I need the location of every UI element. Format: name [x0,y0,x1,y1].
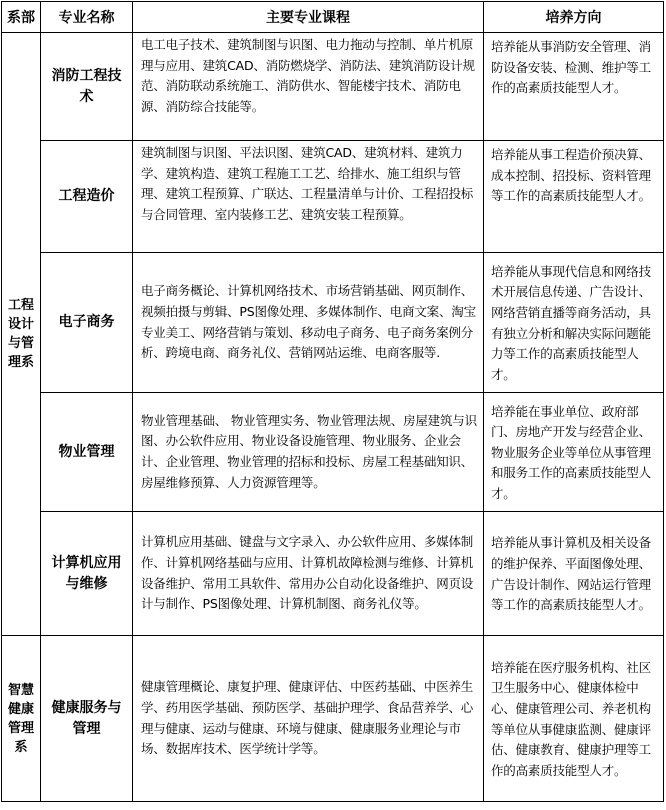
table-row [2,141,664,253]
curriculum-table [1,1,664,802]
table-row [2,33,664,141]
table-row [2,512,664,636]
major-name: 健康服务与管理 [41,636,133,802]
major-direction: 培养能从事消防安全管理、消防设备安装、检测、维护等工作的高素质技能型人才。 [484,33,664,141]
major-direction: 培养能从事工程造价预决算、成本控制、招投标、资料管理等工作的高素质技能型人才。 [484,141,664,253]
major-courses: 电子商务概论、计算机网络技术、市场营销基础、网页制作、视频拍摄与剪辑、PS图像处理、多媒体制作、电商文案、淘宝专业美工、网络营销与策划、移动电子商务、电子商务案例分析、跨境电商、商务礼仪、营销网站运维、电商客服等. [133,253,484,393]
major-name: 消防工程技术 [41,33,133,141]
dept-cell: 智慧健康管理系 [2,636,41,802]
header-major: 专业名称 [41,2,133,33]
major-courses: 电工电子技术、建筑制图与识图、电力拖动与控制、单片机原理与应用、建筑CAD、消防燃烧学、消防法、建筑消防设计规范、消防联动系统施工、消防供水、智能楼宇技术、消防电源、消防综合技能等。 [133,33,484,141]
major-direction: 培养能从事计算机及相关设备的维护保养、平面图像处理、广告设计制作、网站运行管理等工作的高素质技能型人才。 [484,512,664,636]
major-direction: 培养能在医疗服务机构、社区卫生服务中心、健康体检中心、健康管理公司、养老机构等单位从事健康监测、健康评估、健康教育、健康护理等工作的高素质技能型人才。 [484,636,664,802]
table-row [2,253,664,393]
major-courses: 物业管理基础、 物业管理实务、物业管理法规、房屋建筑与识图、办公软件应用、物业设备设施管理、物业服务、企业会计、企业管理、物业管理的招标和投标、房屋工程基础知识、房屋维修预算、人力资源管理等。 [133,393,484,512]
major-courses: 建筑制图与识图、平法识图、建筑CAD、建筑材料、建筑力学、建筑构造、建筑工程施工工艺、给排水、施工组织与管理、建筑工程预算、广联达、工程量清单与计价、工程招投标与合同管理、室内装修工艺、建筑安装工程预算。 [133,141,484,253]
header-row [2,2,664,33]
major-name: 工程造价 [41,141,133,253]
major-name: 计算机应用与维修 [41,512,133,636]
major-direction: 培养能在事业单位、政府部门、房地产开发与经营企业、物业服务企业等单位从事管理和服务工作的高素质技能型人才。 [484,393,664,512]
header-courses: 主要专业课程 [133,2,484,33]
major-courses: 健康管理概论、康复护理、健康评估、中医药基础、中医养生学、药用医学基础、预防医学、基础护理学、食品营养学、心理与健康、运动与健康、环境与健康、健康服务业理论与市场、数据库技术、医学统计学等。 [133,636,484,802]
dept-cell: 工程设计与管理系 [2,33,41,636]
major-direction: 培养能从事现代信息和网络技术开展信息传递、广告设计、网络营销直播等商务活动，具有独立分析和解决实际问题能力等工作的高素质技能型人才。 [484,253,664,393]
major-name: 电子商务 [41,253,133,393]
table-row [2,636,664,802]
header-dept: 系部 [2,2,41,33]
table-row [2,393,664,512]
major-name: 物业管理 [41,393,133,512]
header-direction: 培养方向 [484,2,664,33]
major-courses: 计算机应用基础、键盘与文字录入、办公软件应用、多媒体制作、计算机网络基础与应用、计算机故障检测与维修、计算机设备维护、常用工具软件、常用办公自动化设备维护、网页设计与制作、PS图像处理、计算机制图、商务礼仪等。 [133,512,484,636]
